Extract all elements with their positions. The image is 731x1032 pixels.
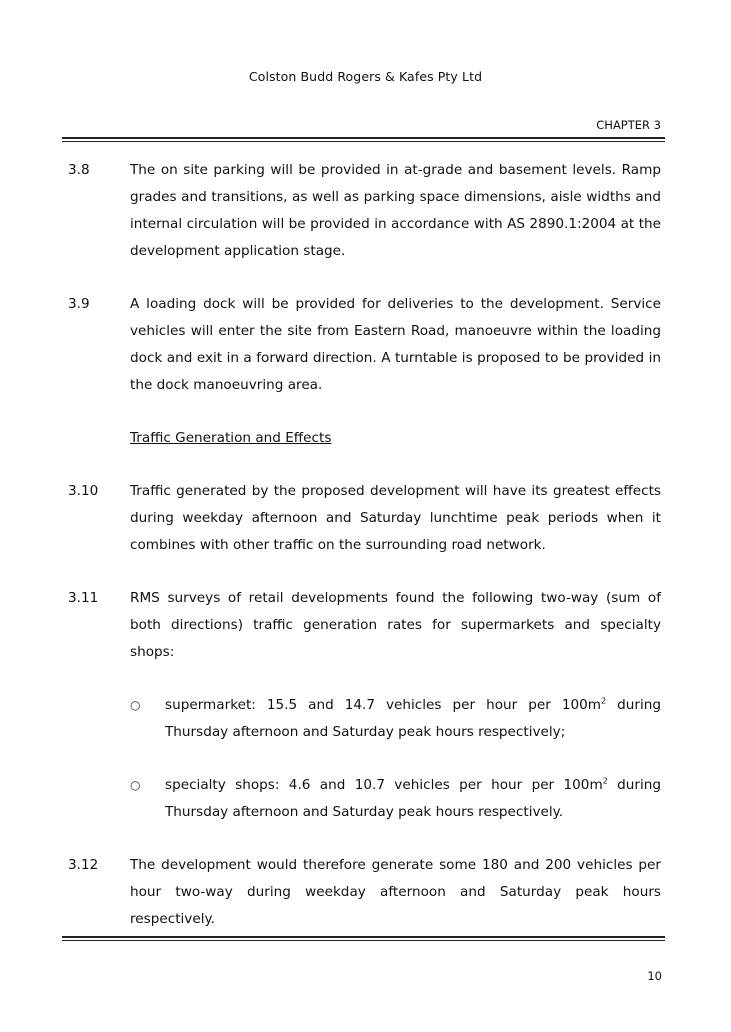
chapter-label: CHAPTER 3 [596,118,661,132]
list-item [130,772,661,826]
list-item [130,692,661,746]
paragraph-number: 3.11 [68,590,99,606]
top-rule [62,137,665,142]
paragraph-number: 3.10 [68,483,99,499]
paragraph-text: The development would therefore generate some 180 and 200 vehicles per hour two-way during weekday afternoon and Saturday peak hours respectively. [130,857,661,927]
bullet-text-part: during Thursday afternoon and Saturday peak hours respectively. [165,777,661,820]
bullet-text-part: specialty shops: 4.6 and 10.7 vehicles per hour per 100m [165,777,603,793]
paragraph-3-9 [68,291,661,399]
paragraph-number: 3.8 [68,162,90,178]
bullet-text [165,772,661,826]
circle-bullet-icon: ○ [130,778,141,792]
bullet-text-part: during Thursday afternoon and Saturday peak hours respectively; [165,697,661,740]
paragraph-number: 3.12 [68,857,99,873]
paragraph-text: Traffic generated by the proposed development will have its greatest effects during weekday afternoon and Saturday lunchtime peak periods when it combines with other traffic on the surrounding road network. [130,483,661,553]
paragraph-text: A loading dock will be provided for deliveries to the development. Service vehicles will enter the site from Eastern Road, manoeuvre within the loading dock and exit in a forward direction. A turntable is proposed to be provided in the dock manoeuvring area. [130,296,661,393]
paragraph-text: RMS surveys of retail developments found the following two-way (sum of both directions) traffic generation rates for supermarkets and specialty shops: [130,590,661,660]
paragraph-3-10 [68,478,661,559]
bottom-rule [62,936,665,941]
page-header: Colston Budd Rogers & Kafes Pty Ltd [248,69,483,84]
section-heading: Traffic Generation and Effects [130,430,332,446]
circle-bullet-icon: ○ [130,698,141,712]
paragraph-3-11 [68,585,661,666]
page-number: 10 [647,969,662,983]
bullet-list [130,692,661,826]
bullet-text-part: supermarket: 15.5 and 14.7 vehicles per hour per 100m [165,697,602,713]
superscript: 2 [602,776,608,786]
paragraph-text: The on site parking will be provided in at-grade and basement levels. Ramp grades and transitions, as well as parking space dimensions, aisle widths and internal circulation will be provided in accordance with AS 2890.1:2004 at the development application stage. [130,162,661,259]
bullet-text [165,692,661,746]
paragraph-number: 3.9 [68,296,90,312]
document-body [68,157,661,959]
paragraph-3-12 [68,852,661,933]
superscript: 2 [601,696,607,706]
paragraph-3-8 [68,157,661,265]
